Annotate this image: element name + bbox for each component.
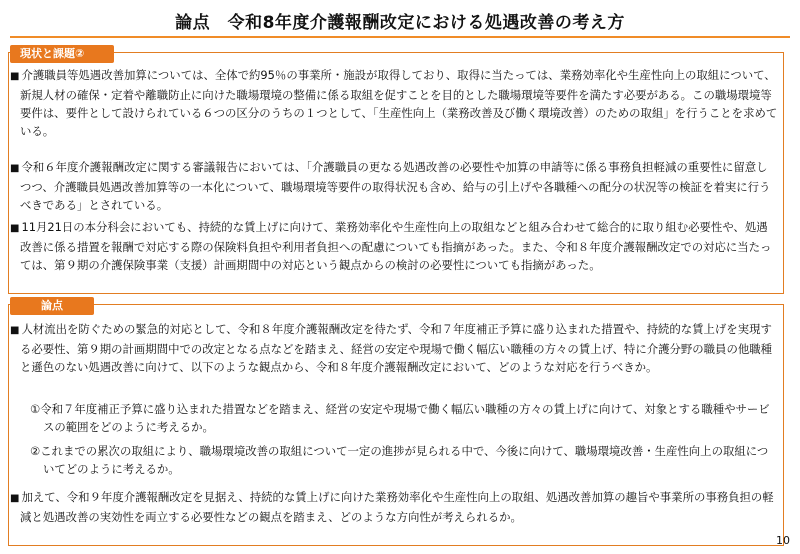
issues-sub-item-1: ①令和７年度補正予算に盛り込まれた措置などを踏まえ、経営の安定や現場で働く幅広い職種の方々の賃上げに向けて、対象とする職種やサービスの範囲をどのように考えるか。 — [30, 402, 770, 434]
issues-paragraph-2: ■ 加えて、令和９年度介護報酬改定を見据え、持続的な賃上げに向けた業務効率化や生産性向上の取組、処遇改善加算の趣旨や事業所の事務負担の軽減と処遇改善の実効性を両立する必要性などの観点を踏まえ、どのような方向性が考えられるか。 — [10, 490, 774, 524]
title-divider — [10, 36, 790, 38]
bullet-icon: ■ — [10, 71, 20, 82]
status-paragraph-1: ■ 介護職員等処遇改善加算については、全体で約95％の事業所・施設が取得しており、取得に当たっては、業務効率化や生産性向上の取組について、新規人材の確保・定着や離職防止に向けた職場環境の整備に係る取組を促すことを目的とした職場環境等要件を満たす必要がある。この職場環境等要件は、要件として設けられている６つの区分のうちの１つとして、「生産性向上（業務改善及び働く環境改善）のための取組」を行うことを求めている。 — [10, 68, 778, 138]
page-number: 10 — [776, 534, 790, 547]
issues-paragraph-1: ■ 人材流出を防ぐための緊急的対応として、令和８年度介護報酬改定を待たず、令和７年度補正予算に盛り込まれた措置や、持続的な賃上げを実現する必要性、第９期の計画期間中での改定となる点などを踏まえ、経営の安定や現場で働く幅広い職種の方々の賃上げ、特に介護分野の職員の他職種と遜色のない処遇改善に向けて、以下のような観点から、令和８年度介護報酬改定において、どのような対応を行うべきか。 — [10, 322, 773, 374]
issues-sub-item-2: ②これまでの累次の取組により、職場環境改善の取組について一定の進捗が見られる中で、今後に向けて、職場環境改善・生産性向上の取組についてどのように考えるか。 — [30, 444, 769, 476]
page-title: 論点 令和8年度介護報酬改定における処遇改善の考え方 — [175, 13, 625, 33]
bullet-icon: ■ — [10, 493, 20, 504]
current-status-tag: 現状と課題② — [10, 45, 114, 63]
bullet-icon: ■ — [10, 223, 20, 234]
issues-tag: 論点 — [10, 297, 94, 315]
bullet-icon: ■ — [10, 325, 20, 336]
bullet-icon: ■ — [10, 163, 20, 174]
status-paragraph-2: ■ 令和６年度介護報酬改定に関する審議報告においては、「介護職員の更なる処遇改善の必要性や加算の申請等に係る事務負担軽減の重要性に留意しつつ、介護職員処遇改善加算等の一本化について、職場環境等要件の取得状況も含め、給与の引上げや各職種への配分の状況等の検証を着実に行うべきである」とされている。 — [10, 160, 771, 212]
status-paragraph-3: ■ 11月21日の本分科会においても、持続的な賃上げに向けて、業務効率化や生産性向上の取組などと組み合わせて総合的に取り組む必要性や、処遇改善に係る措置を報酬で対応する際の保険料負担や利用者負担への配慮についても指摘があった。また、令和８年度介護報酬改定での対応に当たっては、第９期の介護保険事業（支援）計画期間中の対応という観点からの検討の必要性についても指摘があった。 — [10, 220, 772, 272]
